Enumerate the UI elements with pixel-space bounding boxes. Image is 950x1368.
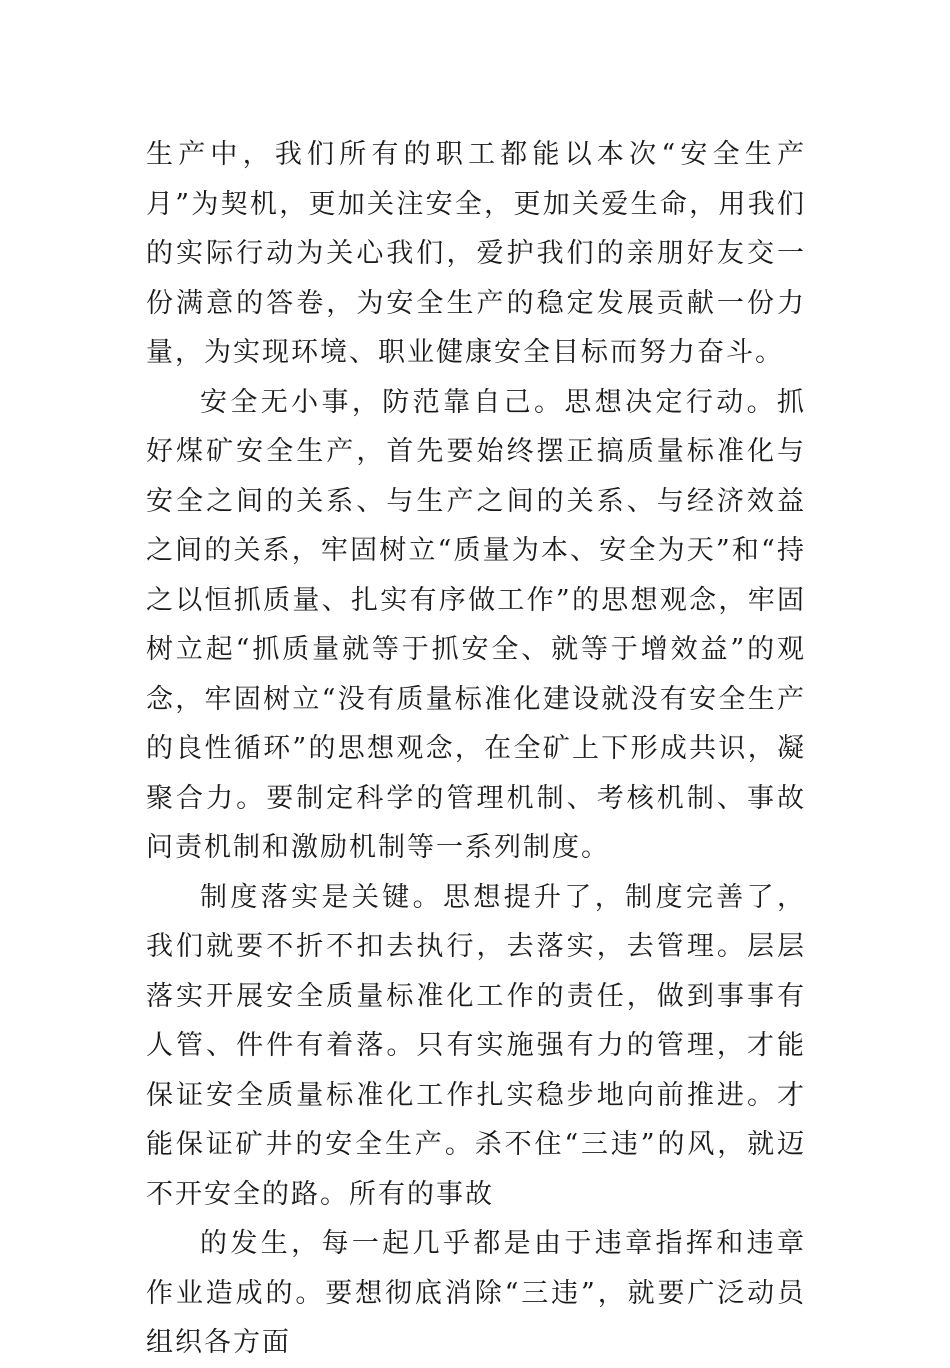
document-body — [146, 130, 806, 1368]
paragraph-4: 的发生，每一起几乎都是由于违章指挥和违章作业造成的。要想彻底消除“三违”，就要广泛动员组织各方面 — [146, 1228, 806, 1358]
paragraph-2: 安全无小事，防范靠自己。思想决定行动。抓好煤矿安全生产，首先要始终摆正搞质量标准化与安全之间的关系、与生产之间的关系、与经济效益之间的关系，牢固树立“质量为本、安全为天”和“持之以恒抓质量、扎实有序做工作”的思想观念，牢固树立起“抓质量就等于抓安全、就等于增效益”的观念，牢固树立“没有质量标准化建设就没有安全生产的良性循环”的思想观念，在全矿上下形成共识，凝聚合力。要制定科学的管理机制、考核机制、事故问责机制和激励机制等一系列制度。 — [146, 386, 806, 863]
paragraph-3: 制度落实是关键。思想提升了，制度完善了，我们就要不折不扣去执行，去落实，去管理。层层落实开展安全质量标准化工作的责任，做到事事有人管、件件有着落。只有实施强有力的管理，才能保证安全质量标准化工作扎实稳步地向前推进。才能保证矿井的安全生产。杀不住“三违”的风，就迈不开安全的路。所有的事故 — [146, 881, 806, 1210]
paragraph-1: 生产中，我们所有的职工都能以本次“安全生产月”为契机，更加关注安全，更加关爱生命，用我们的实际行动为关心我们，爱护我们的亲朋好友交一份满意的答卷，为安全生产的稳定发展贡献一份力量，为实现环境、职业健康安全目标而努力奋斗。 — [146, 139, 806, 368]
